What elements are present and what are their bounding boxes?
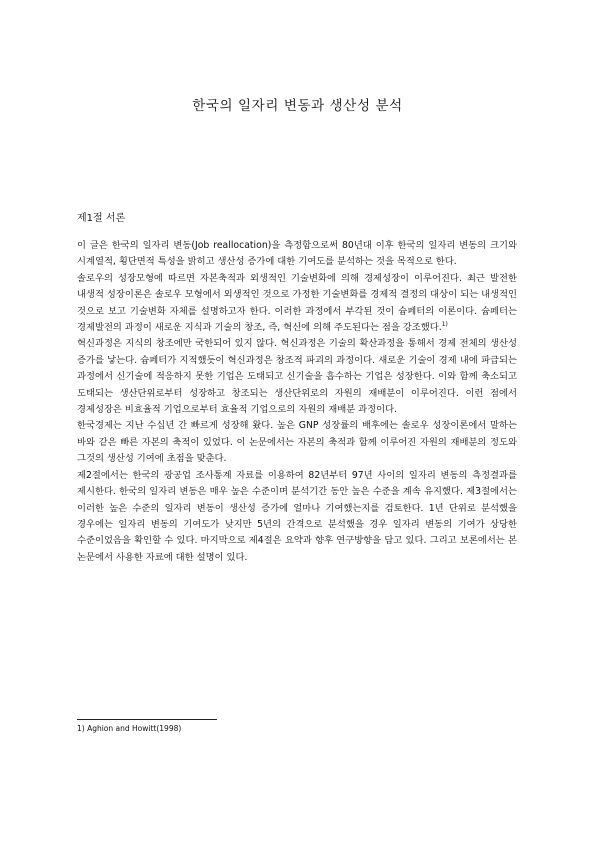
paragraph-innovation: 혁신과정은 지식의 창조에만 국한되어 있지 않다. 혁신과정은 기술의 확산과정을 통해서 경제 전체의 생산성 증가를 낳는다. 슘페터가 지적했듯이 혁신과정은 창조적 파괴의 과정이다. 새로운 기술이 경제 내에 파급되는 과정에서 신기술에 적응하지 못한 기업은 도태되고 신기술을 흡수하는 기업은 성장한다. 이와 함께 축소되고 도태되는 생산단위로부터 성장하고 창조되는 생산단위로의 자원의 재배분이 이루어진다. 이런 점에서 경제성장은 비효율적 기업으로부터 효율적 기업으로의 자원의 재배분 과정이다. [77, 338, 517, 416]
body-text [77, 238, 517, 566]
footnote-divider [77, 719, 217, 720]
footnote-reference: 1) [441, 320, 448, 328]
paragraph-intro: 이 글은 한국의 일자리 변동(Job reallocation)을 측정함으로써 80년대 이후 한국의 일자리 변동의 크기와 시계열적, 횡단면적 특성을 밝히고 생산성 증가에 대한 기여도를 분석하는 것을 목적으로 한다. [77, 240, 517, 268]
paragraph-outline: 제2절에서는 한국의 광공업 조사통계 자료를 이용하여 82년부터 97년 사이의 일자리 변동의 측정결과를 제시한다. 한국의 일자리 변동은 매우 높은 수준이며 분석기간 동안 높은 수준을 계속 유지했다. 제3절에서는 이러한 높은 수준의 일자리 변동이 생산성 증가에 얼마나 기여했는지를 검토한다. 1년 단위로 분석했을 경우에는 일자리 변동의 기여도가 낮지만 5년의 간격으로 분석했을 경우 일자리 변동의 기여가 상당한 수준이었음을 확인할 수 있다. 마지막으로 제4절은 요약과 향후 연구방향을 담고 있다. 그리고 보론에서는 본 논문에서 사용한 자료에 대한 설명이 있다. [77, 469, 517, 563]
section-heading: 제1절 서론 [77, 213, 126, 224]
paragraph-solow-text: 솔로우의 성장모형에 따르면 자본축적과 외생적인 기술변화에 의해 경제성장이 이루어진다. 최근 발전한 내생적 성장이론은 솔로우 모형에서 외생적인 것으로 가정한 기술변화를 경제적 결정의 대상이 되는 내생적인 것으로 보고 기술변화 자체를 설명하고자 한다. 이러한 과정에서 부각된 것이 슘페터의 이론이다. 슘페터는 경제발전의 과정이 새로운 지식과 기술의 창조, 즉, 혁신에 의해 주도된다는 점을 강조했다. [77, 272, 517, 334]
paragraph-solow [77, 271, 517, 337]
paragraph-korea-economy: 한국경제는 지난 수십년 간 빠르게 성장해 왔다. 높은 GNP 성장률의 배후에는 솔로우 성장이론에서 말하는 바와 같은 빠른 자본의 축적이 있었다. 이 논문에서는 자본의 축적과 함께 이루어진 자원의 재배분의 정도와 그것의 생산성 기여에 초점을 맞춘다. [77, 420, 517, 465]
footnote: 1) Aghion and Howitt(1998) [77, 724, 182, 733]
document-title: 한국의 일자리 변동과 생산성 분석 [192, 98, 403, 114]
